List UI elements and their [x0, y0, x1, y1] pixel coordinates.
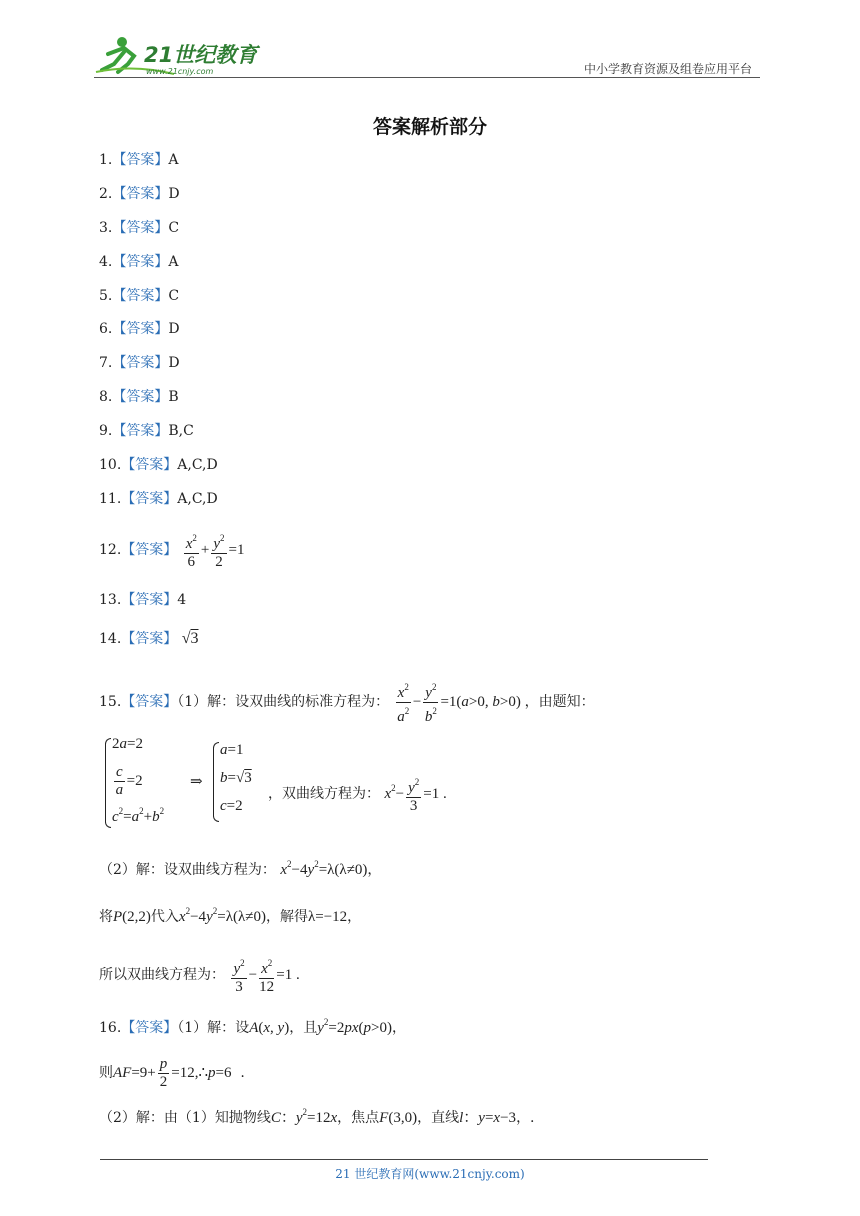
answer-row: 3.【答案】C: [99, 220, 180, 236]
equation-hyperbola-1: $x^2-$ $\frac{y^2}{3}$ =1 .: [384, 786, 446, 802]
equation-c2: $c^2=a^2+b^2$: [112, 806, 165, 825]
footer-divider: [100, 1159, 708, 1160]
left-brace: [105, 738, 111, 828]
svg-text:www.21cnjy.com: www.21cnjy.com: [146, 67, 214, 76]
equation-c-over-a: $\frac{c}{a}$ =2: [115, 764, 143, 798]
implies-symbol: ⇒: [190, 774, 203, 790]
q15-part2-intro: （2）解：设双曲线方程为： $x^2-4y^2=\lambda(\lambda\ne 0)$，: [99, 859, 382, 878]
answer-row: 8.【答案】B: [99, 389, 179, 405]
answer-row: 4.【答案】A: [99, 254, 179, 270]
equation-2a-eq-2: 2a=2: [112, 736, 143, 752]
answer-row-13: 13.【答案】4: [99, 592, 187, 608]
equation-ellipse: $\frac{x^2}{6}$ + $\frac{y^2}{2}$ =1: [182, 542, 245, 558]
svg-text:21世纪教育: 21世纪教育: [144, 43, 258, 67]
equation-hyperbola-family: $x^2-4y^2=\lambda(\lambda\ne 0)$: [280, 859, 368, 878]
equation-b-sqrt3: b=√3: [220, 770, 252, 786]
q15-part2-sub: 将P(2,2)代入$x^2-4y^2=\lambda(\lambda\ne 0)$，解得λ=−12，: [99, 906, 362, 925]
answer-row: 9.【答案】B,C: [99, 423, 194, 439]
site-logo: [94, 34, 264, 78]
page-header: [94, 34, 760, 78]
answer-row: 11.【答案】A,C,D: [99, 491, 218, 507]
answer-row-16: 16.【答案】（1）解：设A(x, y)，且$y^2=2px(p>0)$，: [99, 1017, 406, 1036]
equation-c-eq-2: c=2: [220, 798, 243, 814]
header-divider: [94, 77, 760, 78]
right-brace: [213, 742, 219, 822]
equation-hyperbola-2: $\frac{y^2}{3}$ − $\frac{x^2}{12}$ =1 .: [229, 967, 299, 983]
answer-row-14: 14.【答案】 √3: [99, 630, 199, 647]
answer-row: 6.【答案】D: [99, 321, 180, 337]
answer-row: 10.【答案】A,C,D: [99, 457, 218, 473]
answer-row-15: 15.【答案】（1）解：设双曲线的标准方程为： $\frac{x^2}{a^2}$ − $\frac{y^2}{b^2}$ =1(a>0, b>0) ，由题知：: [99, 679, 595, 726]
header-platform-text: 中小学教育资源及组卷应用平台: [583, 62, 752, 76]
answer-row-12: 12.【答案】 $\frac{x^2}{6}$ + $\frac{y^2}{2}$ =1: [99, 530, 245, 571]
hyperbola-result: ，双曲线方程为： $x^2-$ $\frac{y^2}{3}$ =1 .: [268, 774, 447, 815]
equation-a-eq-1: a=1: [220, 742, 244, 758]
equation-sqrt3: √3: [181, 630, 199, 647]
answer-row: 1.【答案】A: [99, 152, 179, 168]
page-footer: 21 世纪教育网(www.21cnjy.com): [335, 1167, 525, 1181]
answer-row: 5.【答案】C: [99, 288, 180, 304]
answer-row: 2.【答案】D: [99, 186, 180, 202]
equation-standard-hyperbola: $\frac{x^2}{a^2}$ − $\frac{y^2}{b^2}$ =1(a>0, b>0): [394, 694, 525, 710]
answer-row: 7.【答案】D: [99, 355, 180, 371]
q16-part2: （2）解：由（1）知抛物线C：$y^2=12x$，焦点F(3,0)，直线l：y=x−3，.: [99, 1107, 535, 1126]
q16-part1-result: 则AF=9+ $\frac{p}{2}$ =12,∴p=6 .: [99, 1056, 245, 1090]
q15-part2-conclusion: 所以双曲线方程为： $\frac{y^2}{3}$ − $\frac{x^2}{12}$ =1 .: [99, 955, 300, 996]
page-title: 答案解析部分: [372, 116, 487, 138]
